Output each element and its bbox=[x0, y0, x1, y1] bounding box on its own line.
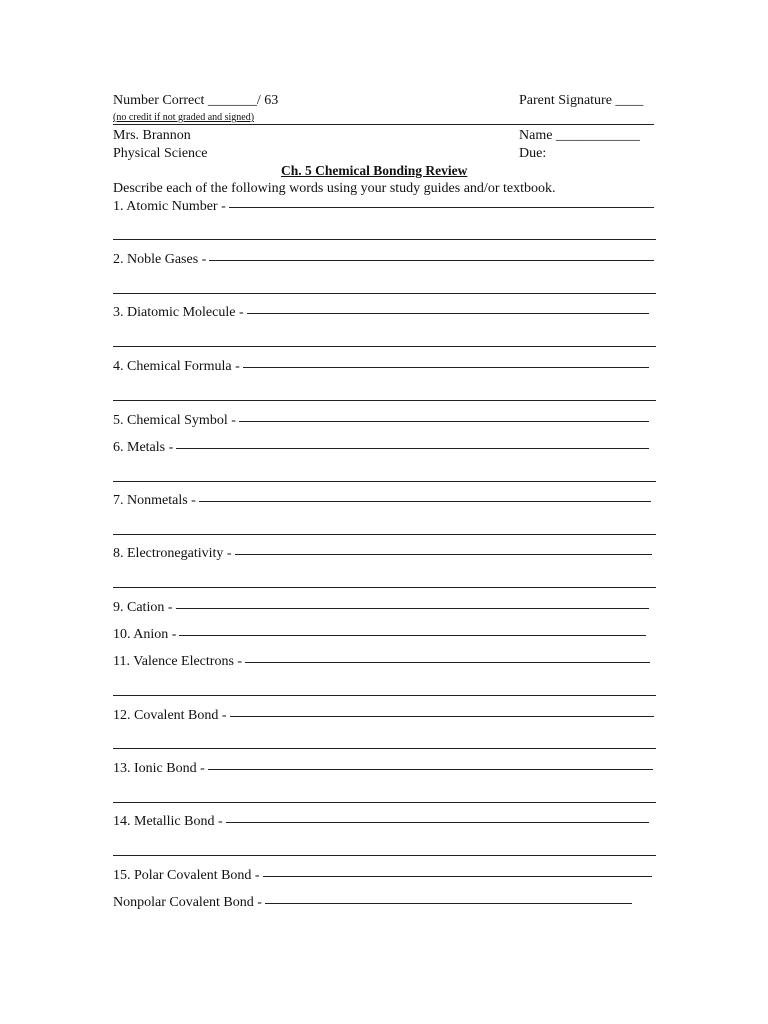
question-label: 13. Ionic Bond - bbox=[113, 761, 205, 776]
due-date-field: Due: bbox=[519, 146, 547, 161]
answer-line bbox=[113, 855, 656, 856]
question-item bbox=[113, 251, 654, 269]
answer-line bbox=[113, 400, 656, 401]
answer-line bbox=[113, 802, 656, 803]
question-label: 8. Electronegativity - bbox=[113, 546, 232, 561]
answer-line bbox=[208, 769, 653, 770]
worksheet-title: Ch. 5 Chemical Bonding Review bbox=[281, 163, 468, 178]
question-label: 10. Anion - bbox=[113, 627, 177, 642]
answer-line bbox=[176, 608, 650, 609]
question-label: 4. Chemical Formula - bbox=[113, 359, 240, 374]
answer-line bbox=[230, 716, 654, 717]
question-label: 11. Valence Electrons - bbox=[113, 654, 243, 669]
answer-line bbox=[235, 554, 652, 555]
answer-line bbox=[209, 260, 654, 261]
answer-line bbox=[199, 501, 651, 502]
answer-line bbox=[239, 421, 649, 422]
question-item bbox=[113, 599, 649, 617]
question-item bbox=[113, 304, 649, 322]
question-item bbox=[113, 358, 649, 376]
answer-line bbox=[113, 587, 656, 588]
question-label: 7. Nonmetals - bbox=[113, 493, 196, 508]
question-item bbox=[113, 707, 654, 725]
answer-line bbox=[263, 876, 652, 877]
course-name: Physical Science bbox=[113, 146, 208, 161]
parent-signature: Parent Signature ____ bbox=[519, 93, 644, 108]
answer-line bbox=[243, 367, 649, 368]
question-label: 5. Chemical Symbol - bbox=[113, 413, 236, 428]
teacher-name: Mrs. Brannon bbox=[113, 128, 191, 143]
question-label: 1. Atomic Number - bbox=[113, 199, 226, 214]
instructions: Describe each of the following words using your study guides and/or textbook. bbox=[113, 181, 556, 196]
question-label: 2. Noble Gases - bbox=[113, 252, 207, 267]
question-item bbox=[113, 894, 632, 912]
answer-line bbox=[179, 635, 646, 636]
answer-line bbox=[113, 293, 656, 294]
question-label: 6. Metals - bbox=[113, 440, 174, 455]
answer-line bbox=[113, 346, 656, 347]
header-divider bbox=[113, 124, 654, 125]
student-name-field: Name ____________ bbox=[519, 128, 640, 143]
question-item bbox=[113, 626, 646, 644]
answer-line bbox=[245, 662, 650, 663]
question-label: 15. Polar Covalent Bond - bbox=[113, 868, 260, 883]
question-label: 9. Cation - bbox=[113, 600, 173, 615]
question-item bbox=[113, 412, 649, 430]
answer-line bbox=[113, 534, 656, 535]
answer-line bbox=[265, 903, 632, 904]
answer-line bbox=[226, 822, 649, 823]
question-item bbox=[113, 545, 652, 563]
question-item bbox=[113, 492, 651, 510]
question-label: 3. Diatomic Molecule - bbox=[113, 305, 244, 320]
answer-line bbox=[113, 695, 656, 696]
question-label: 14. Metallic Bond - bbox=[113, 814, 223, 829]
answer-line bbox=[113, 748, 656, 749]
question-item bbox=[113, 867, 652, 885]
answer-line bbox=[176, 448, 649, 449]
answer-line bbox=[113, 239, 656, 240]
question-item bbox=[113, 760, 653, 778]
question-label: Nonpolar Covalent Bond - bbox=[113, 895, 262, 910]
question-label: 12. Covalent Bond - bbox=[113, 708, 227, 723]
no-credit-note: (no credit if not graded and signed) bbox=[113, 112, 255, 123]
question-item bbox=[113, 653, 650, 671]
number-correct: Number Correct _______/ 63 bbox=[113, 93, 279, 108]
answer-line bbox=[229, 207, 654, 208]
question-item bbox=[113, 198, 654, 216]
answer-line bbox=[113, 481, 656, 482]
question-item bbox=[113, 813, 649, 831]
question-item bbox=[113, 439, 649, 457]
answer-line bbox=[247, 313, 649, 314]
